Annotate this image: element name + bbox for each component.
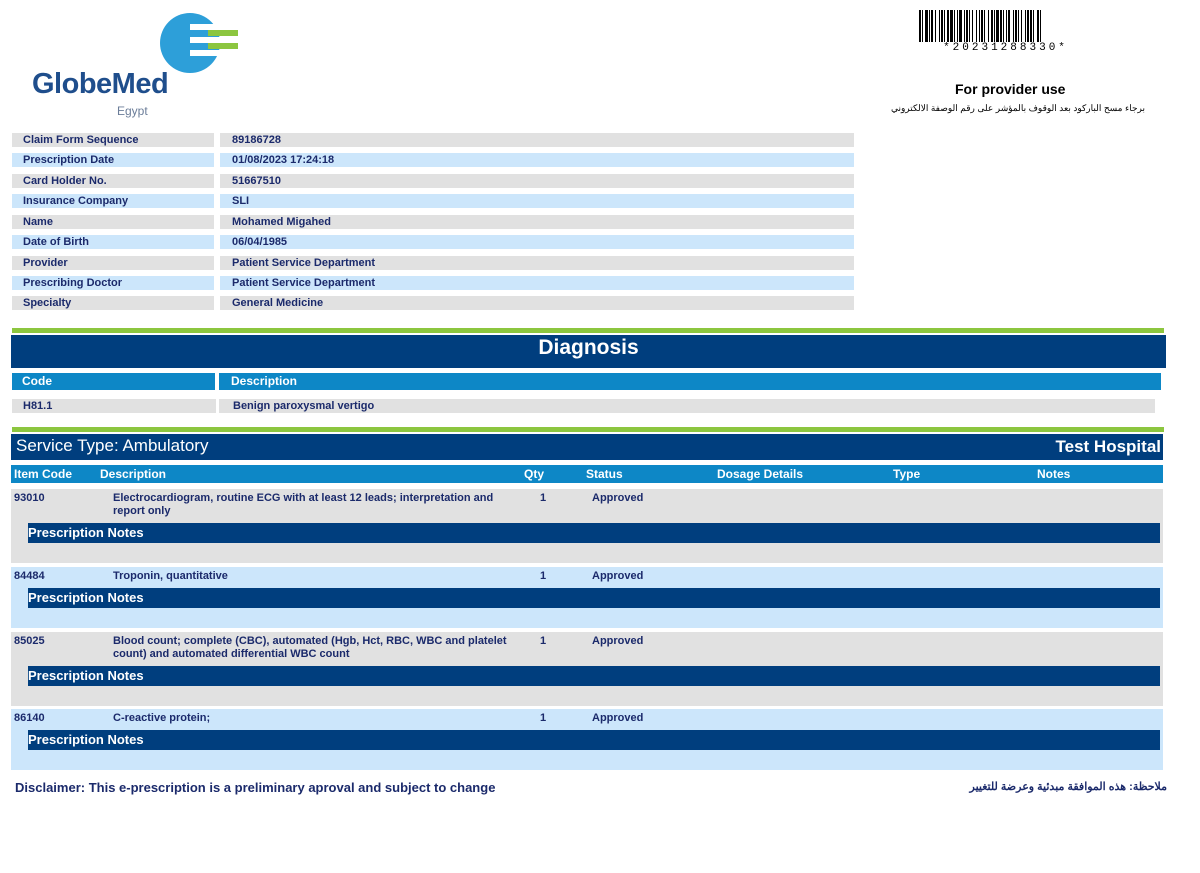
header-item-code: Item Code — [14, 467, 73, 481]
info-value: SLI — [220, 194, 854, 208]
service-provider-name: Test Hospital — [1055, 437, 1161, 456]
barcode-text: *20231288330* — [943, 42, 1068, 54]
service-item — [11, 489, 1163, 563]
item-status: Approved — [592, 712, 644, 724]
item-status: Approved — [592, 492, 644, 504]
info-value: 89186728 — [220, 133, 854, 147]
prescription-notes-label: Prescription Notes — [28, 668, 144, 683]
item-description-line1: Troponin, quantitative — [113, 570, 228, 582]
service-type-bar — [11, 434, 1163, 460]
header-dosage: Dosage Details — [717, 467, 804, 481]
info-row — [12, 215, 854, 229]
info-row — [12, 174, 854, 188]
item-code: 86140 — [14, 712, 45, 724]
info-label: Provider — [12, 256, 214, 270]
info-row — [12, 133, 854, 147]
info-label: Card Holder No. — [12, 174, 214, 188]
item-qty: 1 — [540, 712, 547, 724]
prescription-notes-label: Prescription Notes — [28, 732, 144, 747]
diagnosis-description-header: Description — [219, 373, 1161, 390]
info-label: Prescription Date — [12, 153, 214, 167]
item-code: 84484 — [14, 570, 45, 582]
info-row — [12, 235, 854, 249]
info-row — [12, 276, 854, 290]
info-label: Date of Birth — [12, 235, 214, 249]
diagnosis-description: Benign paroxysmal vertigo — [219, 399, 1155, 413]
item-status: Approved — [592, 570, 644, 582]
item-qty: 1 — [540, 570, 547, 582]
info-label: Name — [12, 215, 214, 229]
info-label: Specialty — [12, 296, 214, 310]
prescription-notes-bar — [28, 730, 1160, 750]
provider-use-title: For provider use — [955, 81, 1066, 97]
prescription-notes-bar — [28, 523, 1160, 543]
item-status: Approved — [592, 635, 644, 647]
service-top-divider — [12, 427, 1164, 432]
prescription-notes-bar — [28, 588, 1160, 608]
item-description-line1: Electrocardiogram, routine ECG with at least 12 leads; interpretation and — [113, 492, 494, 504]
info-row — [12, 256, 854, 270]
service-item — [11, 632, 1163, 706]
logo-name: GlobeMed — [32, 68, 169, 100]
prescription-notes-label: Prescription Notes — [28, 525, 144, 540]
service-type-label: Service Type: Ambulatory — [16, 436, 209, 455]
logo-subtitle: Egypt — [117, 104, 148, 118]
item-qty: 1 — [540, 492, 547, 504]
service-item — [11, 567, 1163, 628]
item-code: 93010 — [14, 492, 45, 504]
info-label: Claim Form Sequence — [12, 133, 214, 147]
info-value: General Medicine — [220, 296, 854, 310]
barcode-image — [919, 10, 1092, 42]
info-value: 51667510 — [220, 174, 854, 188]
item-description-line1: C-reactive protein; — [113, 712, 211, 724]
diagnosis-code: H81.1 — [12, 399, 216, 413]
header-qty: Qty — [524, 467, 545, 481]
service-items-header — [11, 465, 1163, 483]
info-row — [12, 194, 854, 208]
info-value: Mohamed Migahed — [220, 215, 854, 229]
diagnosis-code-header: Code — [12, 373, 215, 390]
item-description-line2: report only — [113, 505, 171, 517]
info-value: Patient Service Department — [220, 256, 854, 270]
prescription-notes-label: Prescription Notes — [28, 590, 144, 605]
header-status: Status — [586, 467, 623, 481]
item-code: 85025 — [14, 635, 45, 647]
info-value: 01/08/2023 17:24:18 — [220, 153, 854, 167]
disclaimer-arabic: ملاحظة: هذه الموافقة مبدئية وعرضة للتغيير — [969, 781, 1167, 793]
info-row — [12, 296, 854, 310]
prescription-notes-bar — [28, 666, 1160, 686]
provider-arabic-note: برجاء مسح الباركود بعد الوقوف بالمؤشر على رقم الوصفة الالكتروني — [890, 103, 1145, 113]
service-item — [11, 709, 1163, 770]
disclaimer-english: Disclaimer: This e-prescription is a preliminary aproval and subject to change — [15, 780, 496, 795]
info-value: 06/04/1985 — [220, 235, 854, 249]
item-description-line2: count) and automated differential WBC count — [113, 648, 350, 660]
diagnosis-title: Diagnosis — [11, 335, 1166, 368]
header-notes: Notes — [1037, 467, 1071, 481]
info-value: Patient Service Department — [220, 276, 854, 290]
info-row — [12, 153, 854, 167]
item-description-line1: Blood count; complete (CBC), automated (Hgb, Hct, RBC, WBC and platelet — [113, 635, 507, 647]
header-description: Description — [100, 467, 167, 481]
info-label: Insurance Company — [12, 194, 214, 208]
item-qty: 1 — [540, 635, 547, 647]
header-type: Type — [893, 467, 921, 481]
info-label: Prescribing Doctor — [12, 276, 214, 290]
diagnosis-top-divider — [12, 328, 1164, 333]
